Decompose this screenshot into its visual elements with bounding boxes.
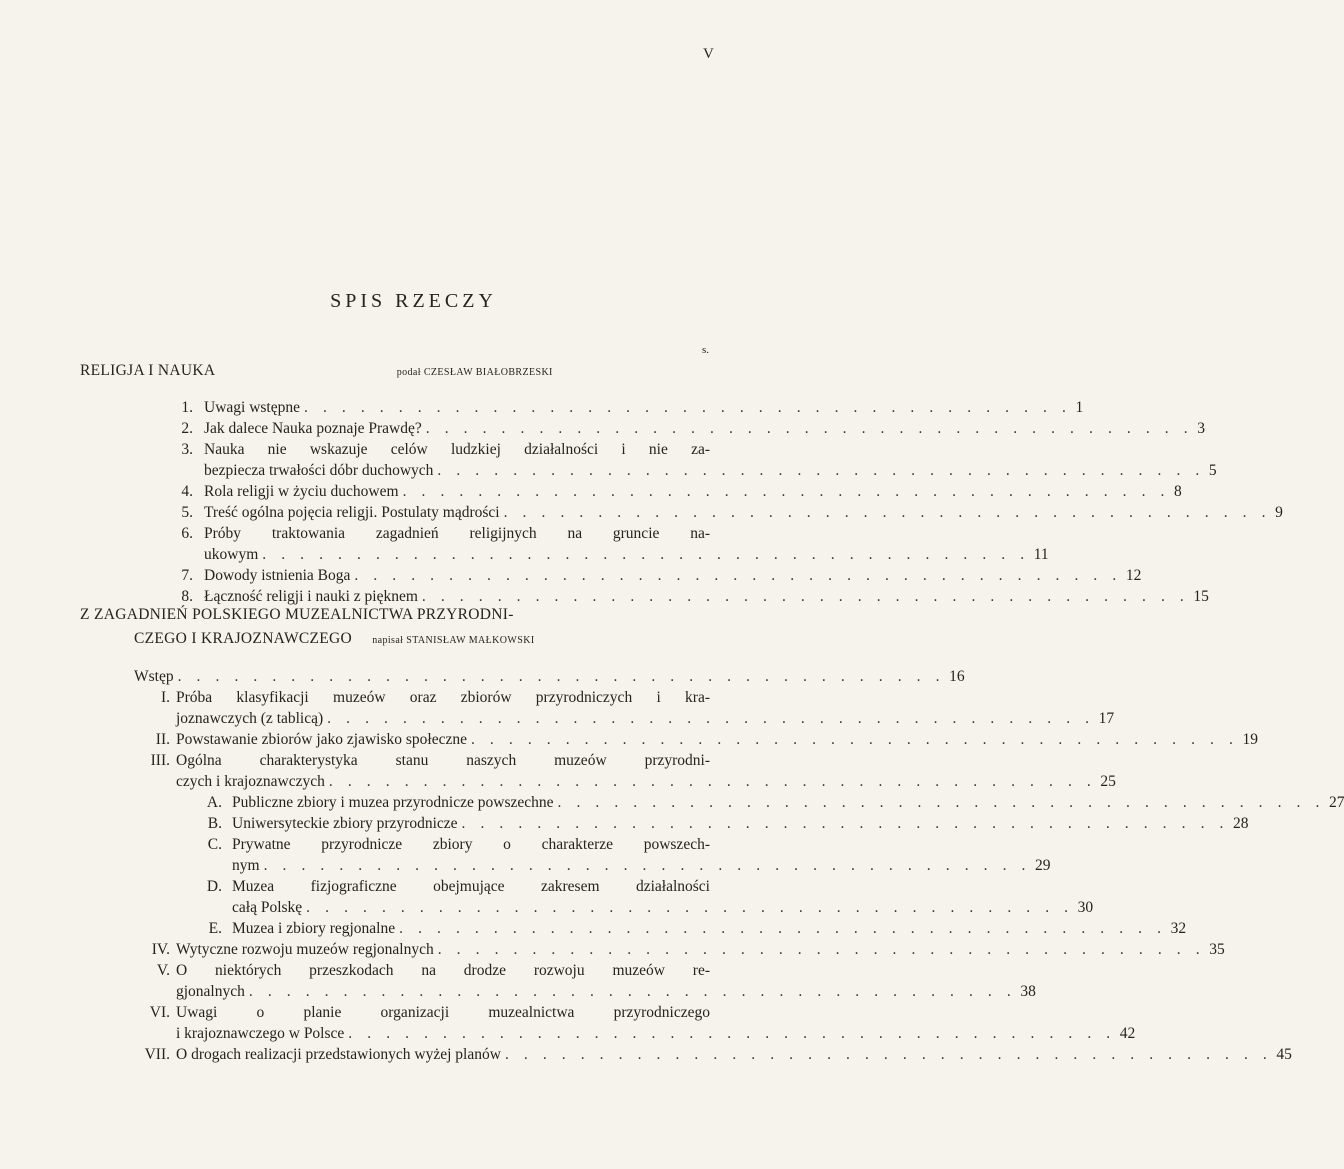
- toc-entry: [0, 439, 1217, 481]
- toc-entry: [0, 813, 1249, 834]
- entry-title-line: Próba klasyfikacji muzeów oraz zbiorów przyrodniczych i kra-: [176, 689, 710, 706]
- entry-title-line: [204, 586, 1209, 607]
- entry-page-number: 12: [1125, 567, 1142, 584]
- entry-page-number: 42: [1119, 1025, 1136, 1042]
- entry-number: II.: [155, 731, 170, 748]
- toc-entry: [0, 687, 1115, 729]
- entry-title-text: Powstawanie zbiorów jako zjawisko społeczne: [176, 731, 467, 748]
- toc-entry: [0, 397, 1084, 418]
- entry-page-number: 38: [1020, 983, 1036, 1000]
- entry-title-line: [232, 918, 1187, 939]
- toc-entry: [0, 481, 1182, 502]
- entry-title-line: Prywatne przyrodnicze zbiory o charakterze powszech-: [232, 836, 710, 853]
- entry-title-line: [176, 939, 1225, 960]
- entry-title-text: O drogach realizacji przedstawionych wyżej planów: [176, 1046, 501, 1063]
- entry-title-line: [176, 771, 1116, 792]
- entry-title-line: [204, 544, 1049, 565]
- entry-title-text: całą Polskę: [232, 899, 303, 916]
- dot-leader: . . . . . . . . . . . . . . . . . . . . . . . . . . . . . . . . . . . . . . . . .: [557, 794, 1325, 811]
- dot-leader: . . . . . . . . . . . . . . . . . . . . . . . . . . . . . . . . . . . . . . . . .: [262, 546, 1030, 563]
- entry-title-line: [176, 981, 1036, 1002]
- entry-number: D.: [206, 878, 222, 895]
- entry-page-number: 25: [1100, 773, 1116, 790]
- entry-title-line: [176, 1023, 1136, 1044]
- entry-number: E.: [208, 920, 222, 937]
- entry-title-text: joznawczych (z tablicą): [176, 710, 324, 727]
- entry-title-line: O niektórych przeszkodach na drodze rozwoju muzeów re-: [176, 962, 710, 979]
- toc-entry: [0, 834, 1051, 876]
- entry-page-number: 19: [1242, 731, 1258, 748]
- entry-page-number: 8: [1174, 483, 1182, 500]
- section-heading-line-1: Z ZAGADNIEŃ POLSKIEGO MUZEALNICTWA PRZYRODNI-: [80, 606, 514, 623]
- entry-number: VI.: [149, 1004, 170, 1021]
- entry-page-number: 17: [1098, 710, 1115, 727]
- entry-title-text: i krajoznawczego w Polsce: [176, 1025, 345, 1042]
- toc-entry: [0, 523, 1049, 565]
- entry-title-text: Muzea i zbiory regjonalne: [232, 920, 396, 937]
- toc-entry: [0, 792, 1344, 813]
- entry-title-line: [232, 813, 1249, 834]
- entry-title-text: nym: [232, 857, 260, 874]
- entry-title-text: Jak dalece Nauka poznaje Prawdę?: [204, 420, 422, 437]
- dot-leader: . . . . . . . . . . . . . . . . . . . . . . . . . . . . . . . . . . . . . . . . .: [248, 983, 1017, 1000]
- entry-number: IV.: [151, 941, 170, 958]
- dot-leader: . . . . . . . . . . . . . . . . . . . . . . . . . . . . . . . . . . . . . . . . .: [503, 504, 1272, 521]
- entry-page-number: 30: [1077, 899, 1094, 916]
- entry-number: I.: [160, 689, 170, 706]
- entry-title-text: czych i krajoznawczych: [176, 773, 325, 790]
- entry-title-line: [204, 460, 1217, 481]
- section-title: CZEGO I KRAJOZNAWCZEGO: [134, 630, 353, 647]
- entry-title-line: [232, 897, 1094, 918]
- dot-leader: . . . . . . . . . . . . . . . . . . . . . . . . . . . . . . . . . . . . . . . . .: [177, 668, 946, 685]
- entry-title-line: Ogólna charakterystyka stanu naszych muzeów przyrodni-: [176, 752, 710, 769]
- entry-page-number: 3: [1197, 420, 1205, 437]
- entry-page-number: 15: [1193, 588, 1209, 605]
- entry-title-line: Próby traktowania zagadnień religijnych na gruncie na-: [204, 525, 710, 542]
- page-title: SPIS RZECZY: [330, 290, 497, 312]
- entry-title-text: Wstęp: [134, 668, 174, 685]
- toc-entry: [0, 876, 1094, 918]
- dot-leader: . . . . . . . . . . . . . . . . . . . . . . . . . . . . . . . . . . . . . . . . .: [354, 567, 1122, 584]
- entry-title-line: [204, 565, 1142, 586]
- section-title: RELIGJA I NAUKA: [80, 362, 215, 379]
- toc-entry: [0, 1044, 1292, 1065]
- entry-title-line: Uwagi o planie organizacji muzealnictwa przyrodniczego: [176, 1004, 710, 1021]
- entry-number: V.: [156, 962, 170, 979]
- entry-number: 5.: [181, 504, 193, 521]
- entry-title-text: Wytyczne rozwoju muzeów regjonalnych: [176, 941, 434, 958]
- entry-title-line: [134, 666, 965, 687]
- entry-title-text: Łączność religji i nauki z pięknem: [204, 588, 418, 605]
- toc-entry: [0, 565, 1142, 586]
- entry-number: 1.: [181, 399, 193, 416]
- entry-title-line: [232, 792, 1344, 813]
- entry-title-text: Uwagi wstępne: [204, 399, 300, 416]
- dot-leader: . . . . . . . . . . . . . . . . . . . . . . . . . . . . . . . . . . . . . . . . .: [504, 1046, 1273, 1063]
- entry-number: 6.: [181, 525, 193, 542]
- dot-leader: . . . . . . . . . . . . . . . . . . . . . . . . . . . . . . . . . . . . . . . . .: [425, 420, 1194, 437]
- entry-page-number: 11: [1033, 546, 1049, 563]
- entry-title-text: Dowody istnienia Boga: [204, 567, 351, 584]
- entry-title-text: gjonalnych: [176, 983, 245, 1000]
- dot-leader: . . . . . . . . . . . . . . . . . . . . . . . . . . . . . . . . . . . . . . . . .: [327, 710, 1095, 727]
- entry-title-line: Nauka nie wskazuje celów ludzkiej działalności i nie za-: [204, 441, 710, 458]
- entry-number: VII.: [144, 1046, 170, 1063]
- dot-leader: . . . . . . . . . . . . . . . . . . . . . . . . . . . . . . . . . . . . . . . . .: [402, 483, 1171, 500]
- dot-leader: . . . . . . . . . . . . . . . . . . . . . . . . . . . . . . . . . . . . . . . . .: [437, 941, 1206, 958]
- dot-leader: . . . . . . . . . . . . . . . . . . . . . . . . . . . . . . . . . . . . . . . . .: [399, 920, 1167, 937]
- entry-title-line: [204, 502, 1283, 523]
- entry-title-text: Uniwersyteckie zbiory przyrodnicze: [232, 815, 458, 832]
- dot-leader: . . . . . . . . . . . . . . . . . . . . . . . . . . . . . . . . . . . . . . . . .: [306, 899, 1074, 916]
- toc-entry: [0, 960, 1036, 1002]
- section-author: napisał STANISŁAW MAŁKOWSKI: [372, 635, 535, 646]
- entry-title-line: [204, 418, 1205, 439]
- page-number: V: [703, 46, 714, 62]
- toc-entry: [0, 666, 965, 687]
- entry-number: C.: [207, 836, 222, 853]
- section-heading-line-2: [134, 630, 535, 648]
- section-author: podał CZESŁAW BIAŁOBRZESKI: [396, 367, 553, 378]
- entry-title-line: [176, 708, 1115, 729]
- entry-title-line: [204, 481, 1182, 502]
- toc-entry: [0, 918, 1187, 939]
- entry-page-number: 5: [1208, 462, 1217, 479]
- entry-title-text: ukowym: [204, 546, 259, 563]
- dot-leader: . . . . . . . . . . . . . . . . . . . . . . . . . . . . . . . . . . . . . . . . .: [470, 731, 1239, 748]
- toc-entry: [0, 418, 1205, 439]
- dot-leader: . . . . . . . . . . . . . . . . . . . . . . . . . . . . . . . . . . . . . . . . .: [461, 815, 1229, 832]
- entry-number: 8.: [181, 588, 193, 605]
- entry-title-line: [232, 855, 1051, 876]
- toc-entry: [0, 1002, 1136, 1044]
- entry-title-text: Rola religji w życiu duchowem: [204, 483, 399, 500]
- toc-entry: [0, 729, 1258, 750]
- entry-title-text: Treść ogólna pojęcia religji. Postulaty mądrości: [204, 504, 500, 521]
- entry-page-number: 35: [1209, 941, 1225, 958]
- entry-page-number: 9: [1275, 504, 1283, 521]
- entry-title-text: bezpiecza trwałości dóbr duchowych: [204, 462, 434, 479]
- toc-entry: [0, 750, 1116, 792]
- toc-entry: [0, 939, 1225, 960]
- entry-number: 2.: [181, 420, 193, 437]
- entry-page-number: 29: [1035, 857, 1051, 874]
- entry-title-line: [204, 397, 1084, 418]
- section-heading: [80, 362, 553, 380]
- entry-number: 7.: [181, 567, 193, 584]
- entry-number: 4.: [181, 483, 193, 500]
- entry-page-number: 16: [949, 668, 965, 685]
- entry-title-line: [176, 729, 1258, 750]
- dot-leader: . . . . . . . . . . . . . . . . . . . . . . . . . . . . . . . . . . . . . . . . .: [263, 857, 1032, 874]
- toc-entry: [0, 502, 1283, 523]
- dot-leader: . . . . . . . . . . . . . . . . . . . . . . . . . . . . . . . . . . . . . . . . .: [421, 588, 1190, 605]
- entry-page-number: 45: [1276, 1046, 1292, 1063]
- entry-title-line: [176, 1044, 1292, 1065]
- entry-page-number: 27: [1328, 794, 1344, 811]
- entry-title-line: Muzea fizjograficzne obejmujące zakresem działalności: [232, 878, 710, 895]
- toc-entry: [0, 586, 1209, 607]
- entry-title-text: Publiczne zbiory i muzea przyrodnicze powszechne: [232, 794, 554, 811]
- entry-page-number: 28: [1233, 815, 1249, 832]
- entry-number: 3.: [181, 441, 193, 458]
- pages-column-header: s.: [702, 344, 710, 356]
- dot-leader: . . . . . . . . . . . . . . . . . . . . . . . . . . . . . . . . . . . . . . . . .: [328, 773, 1097, 790]
- entry-page-number: 32: [1170, 920, 1187, 937]
- entry-number: III.: [150, 752, 170, 769]
- entry-page-number: 1: [1075, 399, 1084, 416]
- dot-leader: . . . . . . . . . . . . . . . . . . . . . . . . . . . . . . . . . . . . . . . . .: [348, 1025, 1116, 1042]
- dot-leader: . . . . . . . . . . . . . . . . . . . . . . . . . . . . . . . . . . . . . . . . .: [304, 399, 1072, 416]
- dot-leader: . . . . . . . . . . . . . . . . . . . . . . . . . . . . . . . . . . . . . . . . .: [437, 462, 1205, 479]
- entry-number: A.: [206, 794, 222, 811]
- entry-number: B.: [207, 815, 222, 832]
